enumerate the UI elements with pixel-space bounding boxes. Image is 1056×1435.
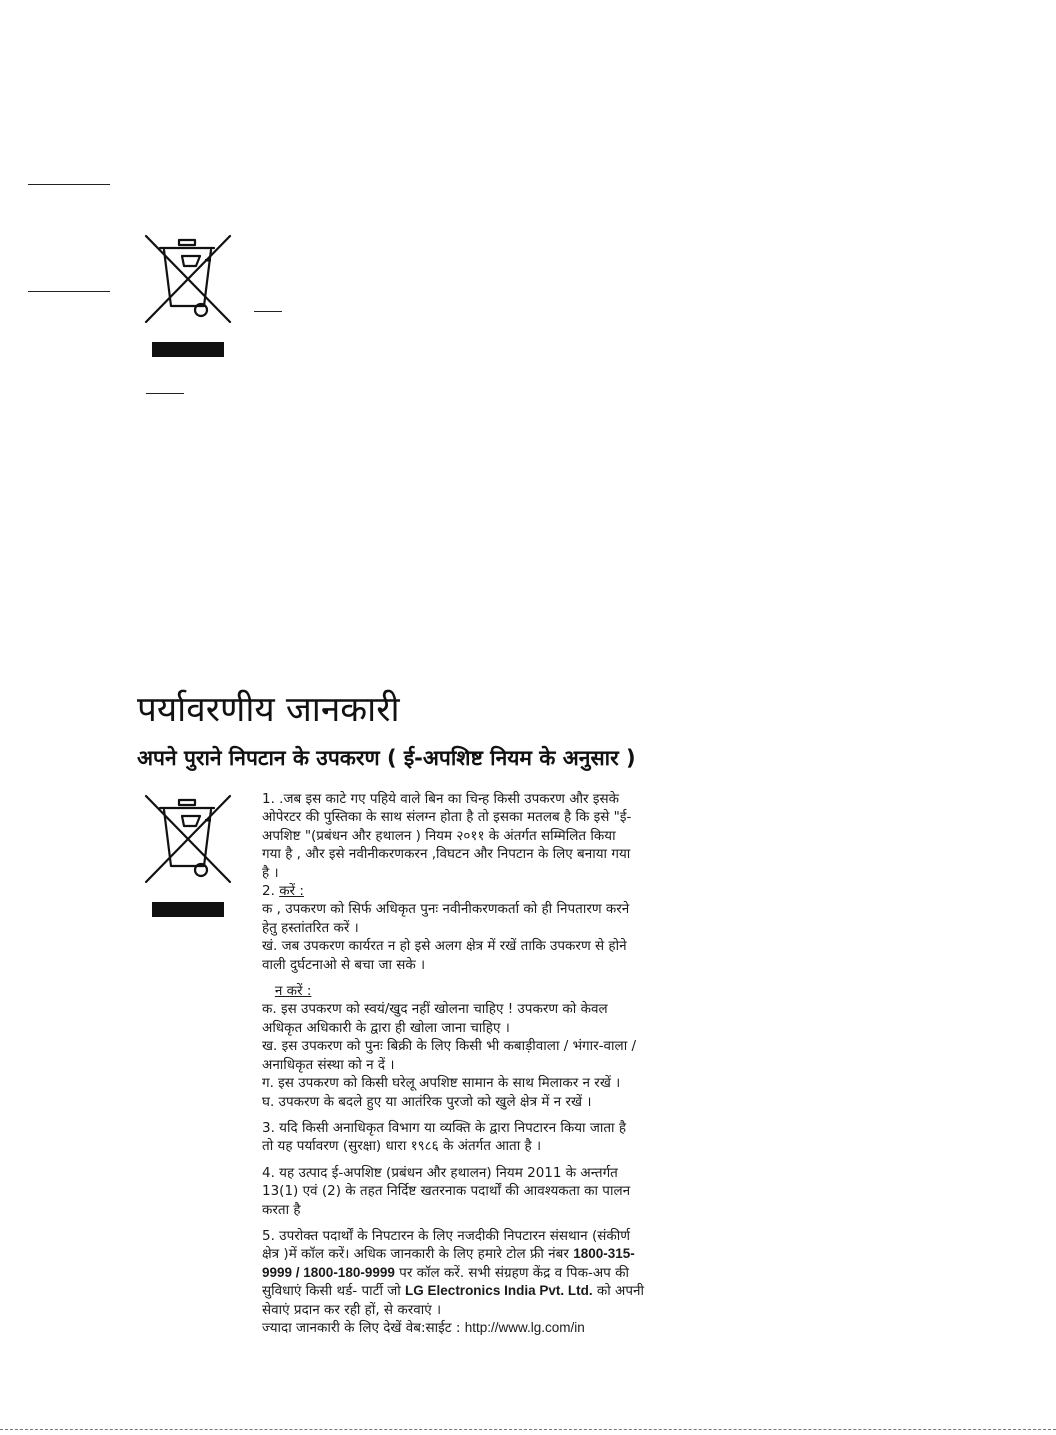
point3-line: तो यह पर्यावरण (सुरक्षा) धारा १९८६ के अंतर्गत आता है ।: [262, 1138, 542, 1155]
point1-line: ओपेरटर की पुस्तिका के साथ संलग्न होता है तो इसका मतलब है कि इसे "ई-: [262, 809, 632, 826]
point4-line: करता है: [262, 1201, 301, 1218]
top-bin-symbol: [142, 232, 234, 326]
website-label: ज्यादा जानकारी के लिए देखें वेब:साईट :: [262, 1319, 465, 1336]
point4-line: 4. यह उत्पाद ई-अपशिष्ट (प्रबंधन और हथालन) नियम 2011 के अन्तर्गत: [262, 1164, 618, 1181]
dont-line: ग. इस उपकरण को किसी घरेलू अपशिष्ट सामान के साथ मिलाकर न रखें ।: [262, 1075, 621, 1092]
page-subtitle: अपने पुराने निपटान के उपकरण ( ई-अपशिष्ट नियम के अनुसार ): [137, 746, 636, 770]
point1-line: 1. .जब इस काटे गए पहिये वाले बिन का चिन्ह किसी उपकरण और इसके: [262, 791, 619, 807]
point5-line: सेवाएं प्रदान कर रही हों, से करवाएं ।: [262, 1301, 442, 1318]
main-bin-symbol: [142, 792, 234, 886]
margin-rule-top: [28, 184, 110, 185]
point5-line: 5. उपरोक्त पदार्थों के निपटारन के लिए नजदीकी निपटारन संसथान (संकीर्ण: [262, 1227, 630, 1244]
point5-line: [262, 1282, 752, 1300]
point1-line: गया है , और इसे नवीनीकरणकरन ,विघटन और निपटान के लिए बनाया गया: [262, 846, 631, 863]
short-rule-bottom: [146, 393, 184, 394]
point1-line: है ।: [262, 864, 279, 881]
point3-line: 3. यदि किसी अनाधिकृत विभाग या व्यक्ति के द्वारा निपटारन किया जाता है: [262, 1119, 626, 1136]
point1-line: अपशिष्ट "(प्रबंधन और हथालन ) नियम २०११ के अंतर्गत सम्मिलित किया: [262, 827, 616, 844]
dont-line: अनाधिकृत संस्था को न दें ।: [262, 1056, 395, 1073]
dont-line: घ. उपकरण के बदले हुए या आतंरिक पुरजो को खुले क्षेत्र में न रखें ।: [262, 1093, 592, 1110]
main-bin-underline-bar: [152, 902, 224, 917]
point5-text: को अपनी: [592, 1283, 644, 1300]
point5-text: सुविधाएं किसी थर्ड- पार्टी जो: [262, 1283, 406, 1300]
page-bottom-dashed-line: [0, 1429, 1056, 1430]
do-heading-line: [262, 882, 752, 900]
dont-line: क. इस उपकरण को स्वयं/खुद नहीं खोलना चाहिए ! उपकरण को केवल: [262, 1001, 608, 1018]
point5-line: [262, 1245, 752, 1263]
page-title: पर्यावरणीय जानकारी: [137, 690, 400, 730]
dont-line: ख. इस उपकरण को पुनः बिक्री के लिए किसी भी कबाड़ीवाला / भंगार-वाला /: [262, 1038, 637, 1055]
dont-heading: न करें :: [274, 983, 312, 1000]
dont-line: अधिकृत अधिकारी के द्वारा ही खोला जाना चाहिए ।: [262, 1019, 510, 1036]
crossed-out-wheelie-bin-icon: [142, 232, 234, 326]
point5-text: क्षेत्र )में कॉल करें। अधिक जानकारी के लिए हमारे टोल फ्री नंबर: [262, 1246, 574, 1263]
do-line: हेतु हस्तांतरित करें ।: [262, 919, 359, 936]
disposal-instructions: [262, 790, 752, 1337]
dont-heading-line: [262, 982, 752, 1000]
do-line: खं. जब उपकरण कार्यरत न हो इसे अलग क्षेत्र में रखें ताकि उपकरण से होने: [262, 938, 627, 955]
point5-text: पर कॉल करें. सभी संग्रहण केंद्र व पिक-अप की: [394, 1264, 629, 1281]
do-line: क , उपकरण को सिर्फ अधिकृत पुनः नवीनीकरणकर्ता को ही निपतारण करने: [262, 901, 630, 918]
short-rule-right: [254, 311, 282, 312]
do-heading: करें :: [279, 883, 304, 900]
company-name: LG Electronics India Pvt. Ltd.: [405, 1283, 593, 1299]
do-line: वाली दुर्घटनाओ से बचा जा सके ।: [262, 956, 426, 973]
website-line: [262, 1319, 752, 1337]
toll-free-number: 9999 / 1800-180-9999: [262, 1264, 395, 1280]
crossed-out-wheelie-bin-icon: [142, 792, 234, 886]
website-link[interactable]: http://www.lg.com/in: [464, 1319, 585, 1335]
point5-line: [262, 1264, 752, 1282]
point4-line: 13(1) एवं (2) के तहत निर्दिष्ट खतरनाक पदार्थों की आवश्यकता का पालन: [262, 1183, 631, 1200]
do-number: 2.: [262, 883, 275, 900]
bin-underline-bar: [152, 342, 224, 357]
toll-free-number: 1800-315-: [573, 1246, 635, 1262]
margin-rule-middle: [28, 291, 110, 292]
